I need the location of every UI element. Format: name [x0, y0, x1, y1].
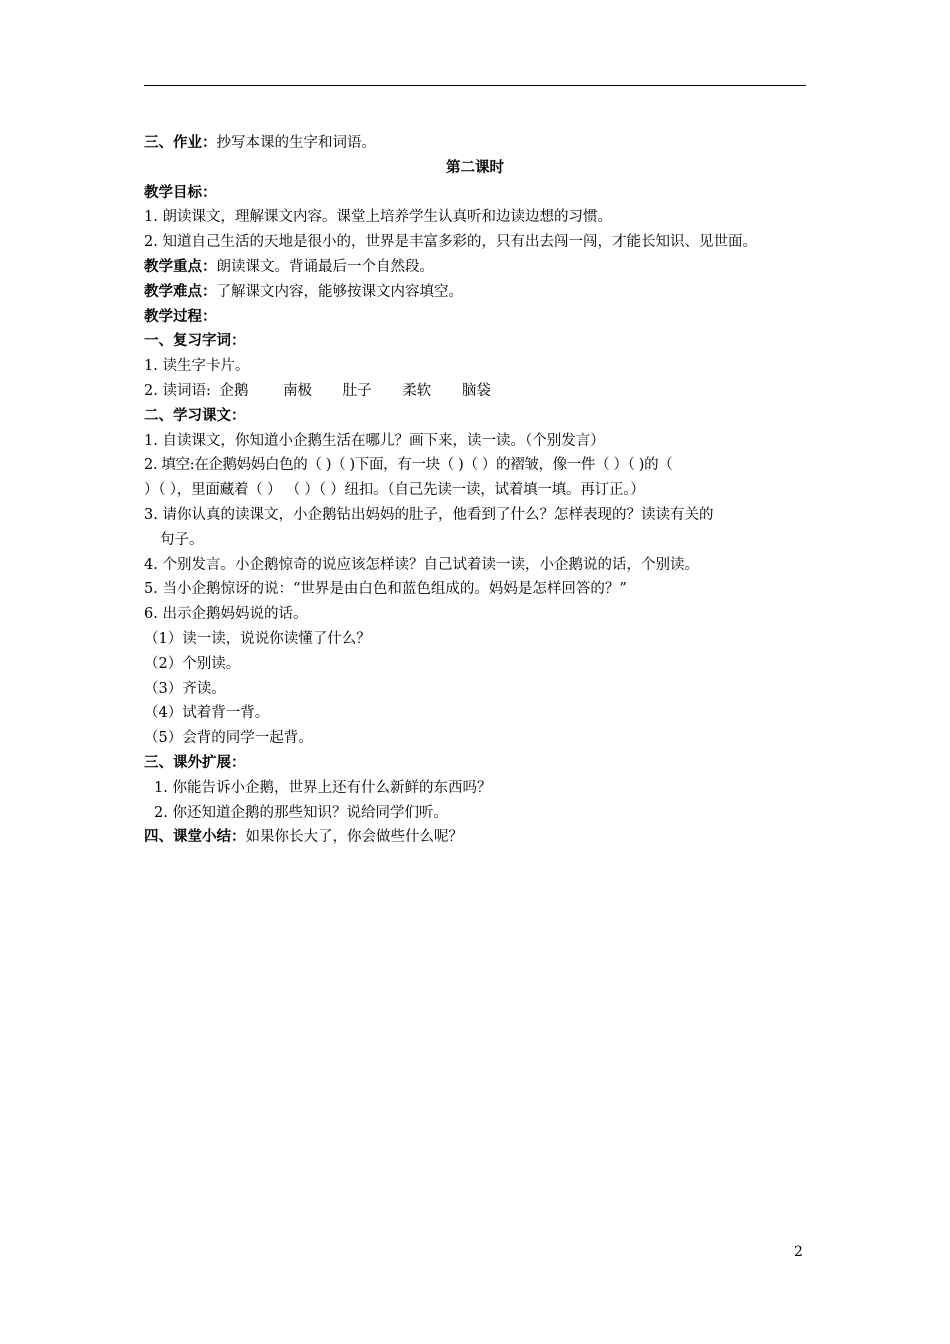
- extension-item-2: 2. 你还知道企鹅的那些知识？说给同学们听。: [154, 804, 448, 821]
- homework-text: 抄写本课的生字和词语。: [216, 135, 376, 151]
- summary-line: [144, 825, 806, 850]
- difficulty-line: [144, 280, 806, 305]
- review-word: 南极: [283, 382, 313, 399]
- study-item-4: 4. 个别发言。小企鹅惊奇的说应该怎样读？自己试着读一读，小企鹅说的话，个别读。: [144, 556, 699, 573]
- extension-item-1: 1. 你能告诉小企鹅，世界上还有什么新鲜的东西吗？: [154, 779, 492, 796]
- study-item-3-line-1: 3. 请你认真的读课文，小企鹅钻出妈妈的肚子，他看到了什么？怎样表现的？读读有关的: [144, 506, 714, 523]
- review-item-1: 1. 读生字卡片。: [144, 358, 250, 375]
- study-item-5: 5. 当小企鹅惊讶的说：“世界是由白色和蓝色组成的。妈妈是怎样回答的？”: [144, 581, 627, 598]
- header-rule: [144, 85, 806, 86]
- review-item-2-prefix: 2. 读词语:: [144, 382, 211, 399]
- page-number: 2: [794, 1244, 803, 1260]
- summary-text: 如果你长大了，你会做些什么呢？: [245, 829, 463, 846]
- key-point-label: 教学重点：: [144, 257, 217, 275]
- review-heading: 一、复习字词：: [144, 332, 246, 350]
- difficulty-text: 了解课文内容，能够按课文内容填空。: [216, 283, 463, 300]
- review-word: 柔软: [402, 382, 432, 399]
- study-item-2-line-2: ）（ ），里面藏着（ ） （ ）（ ）纽扣。（自己先读一读，试着填一填。再订正。）: [144, 482, 645, 499]
- study-item-6: 6. 出示企鹅妈妈说的话。: [144, 606, 308, 623]
- key-point-line: [144, 255, 806, 280]
- goal-item-1: 1. 朗读课文，理解课文内容。课堂上培养学生认真听和边读边想的习惯。: [144, 209, 612, 226]
- lesson-title: 第二课时: [446, 158, 504, 176]
- homework-line: [144, 131, 806, 156]
- difficulty-label: 教学难点：: [144, 282, 217, 300]
- study-item-2-line-1: 2. 填空:在企鹅妈妈白色的（ )（ )下面，有一块（ )（ ）的褶皱，像一件（ ）（ )的（: [144, 457, 673, 474]
- review-item-2: [144, 379, 806, 404]
- homework-label: 三、作业：: [144, 134, 217, 151]
- study-item-1: 1. 自读课文，你知道小企鹅生活在哪儿？画下来，读一读。（个别发言）: [144, 432, 605, 449]
- study-sub-item: （3）齐读。: [144, 680, 226, 697]
- study-heading: 二、学习课文：: [144, 406, 246, 424]
- summary-label: 四、课堂小结：: [144, 828, 246, 846]
- review-word: 企鹅: [219, 382, 249, 399]
- study-sub-item: （2）个别读。: [144, 655, 241, 672]
- key-point-text: 朗读课文。背诵最后一个自然段。: [216, 258, 434, 275]
- goal-item-2: 2. 知道自己生活的天地是很小的，世界是丰富多彩的，只有出去闯一闯，才能长知识、见世面。: [144, 234, 757, 251]
- study-sub-item: （5）会背的同学一起背。: [144, 730, 313, 747]
- study-sub-item: （4）试着背一背。: [144, 705, 270, 722]
- document-body: [144, 131, 806, 850]
- process-heading: 教学过程：: [144, 307, 217, 325]
- goals-heading: 教学目标：: [144, 183, 217, 201]
- review-word: 肚子: [342, 382, 372, 399]
- study-item-3-line-2: 句子。: [160, 531, 204, 548]
- review-word: 脑袋: [461, 382, 491, 399]
- study-sub-item: （1）读一读，说说你读懂了什么？: [144, 630, 371, 647]
- extension-heading: 三、课外扩展：: [144, 753, 246, 771]
